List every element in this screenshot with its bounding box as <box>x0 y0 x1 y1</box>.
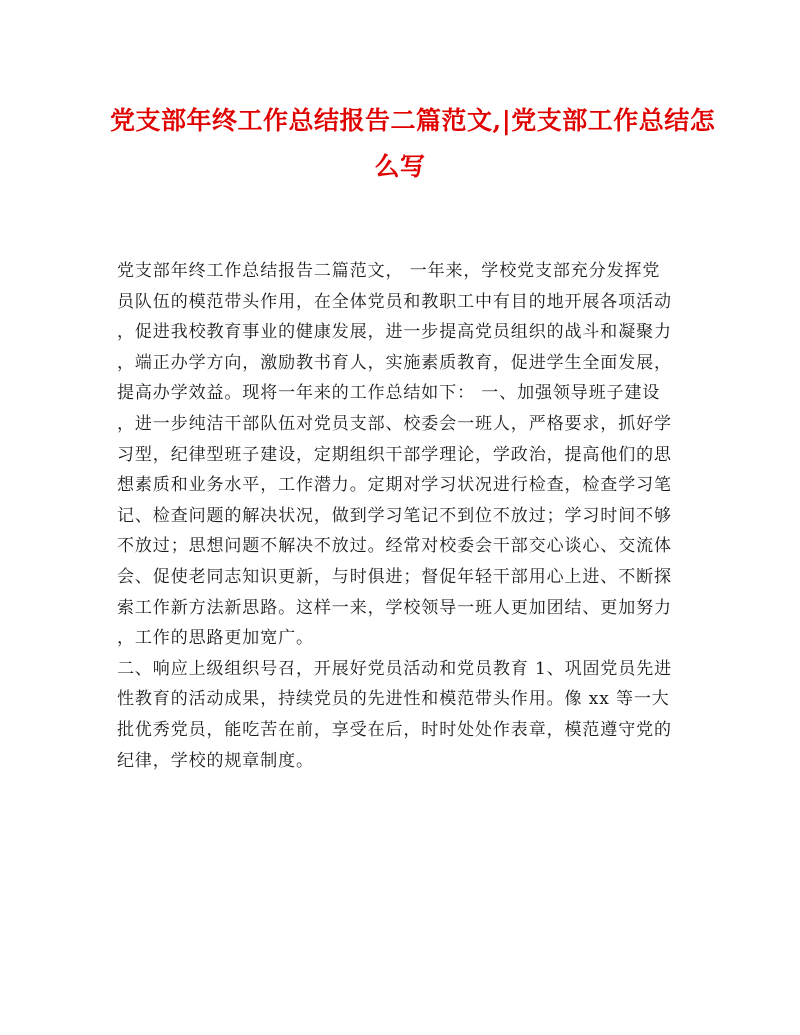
body-line: 记、检查问题的解决状况，做到学习笔记不到位不放过；学习时间不够 <box>117 505 672 526</box>
title-line-2: 么写 <box>374 152 426 181</box>
body-line: ，促进我校教育事业的健康发展，进一步提高党员组织的战斗和凝聚力 <box>117 322 672 343</box>
document-title <box>110 98 716 190</box>
document-body <box>117 256 687 776</box>
body-line: ，端正办学方向，激励教书育人，实施素质教育，促进学生全面发展， <box>117 352 672 373</box>
body-line: 提高办学效益。现将一年来的工作总结如下： 一、加强领导班子建设 <box>117 383 661 404</box>
title-line-1: 党支部年终工作总结报告二篇范文,|党支部工作总结怎 <box>110 106 716 135</box>
body-line: 二、响应上级组织号召，开展好党员活动和党员教育 1、巩固党员先进 <box>117 658 673 679</box>
body-line: 习型，纪律型班子建设，定期组织干部学理论，学政治，提高他们的思 <box>117 444 672 465</box>
body-line: 索工作新方法新思路。这样一来，学校领导一班人更加团结、更加努力 <box>117 597 672 618</box>
body-line: 员队伍的模范带头作用，在全体党员和教职工中有目的地开展各项活动 <box>117 291 672 312</box>
body-line: ，进一步纯洁干部队伍对党员支部、校委会一班人，严格要求，抓好学 <box>117 413 672 434</box>
body-line: 批优秀党员，能吃苦在前，享受在后，时时处处作表章，模范遵守党的 <box>117 719 672 740</box>
body-line: 不放过；思想问题不解决不放过。经常对校委会干部交心谈心、交流体 <box>117 536 672 557</box>
body-line: 党支部年终工作总结报告二篇范文， 一年来，学校党支部充分发挥党 <box>117 261 661 281</box>
body-line: 性教育的活动成果，持续党员的先进性和模范带头作用。像 xx 等一大 <box>117 689 670 710</box>
body-line: 纪律，学校的规章制度。 <box>117 750 314 771</box>
body-line: 想素质和业务水平，工作潜力。定期对学习状况进行检查，检查学习笔 <box>117 475 672 496</box>
body-line: ，工作的思路更加宽广。 <box>117 628 314 649</box>
body-line: 会、促使老同志知识更新，与时俱进；督促年轻干部用心上进、不断探 <box>117 566 672 587</box>
